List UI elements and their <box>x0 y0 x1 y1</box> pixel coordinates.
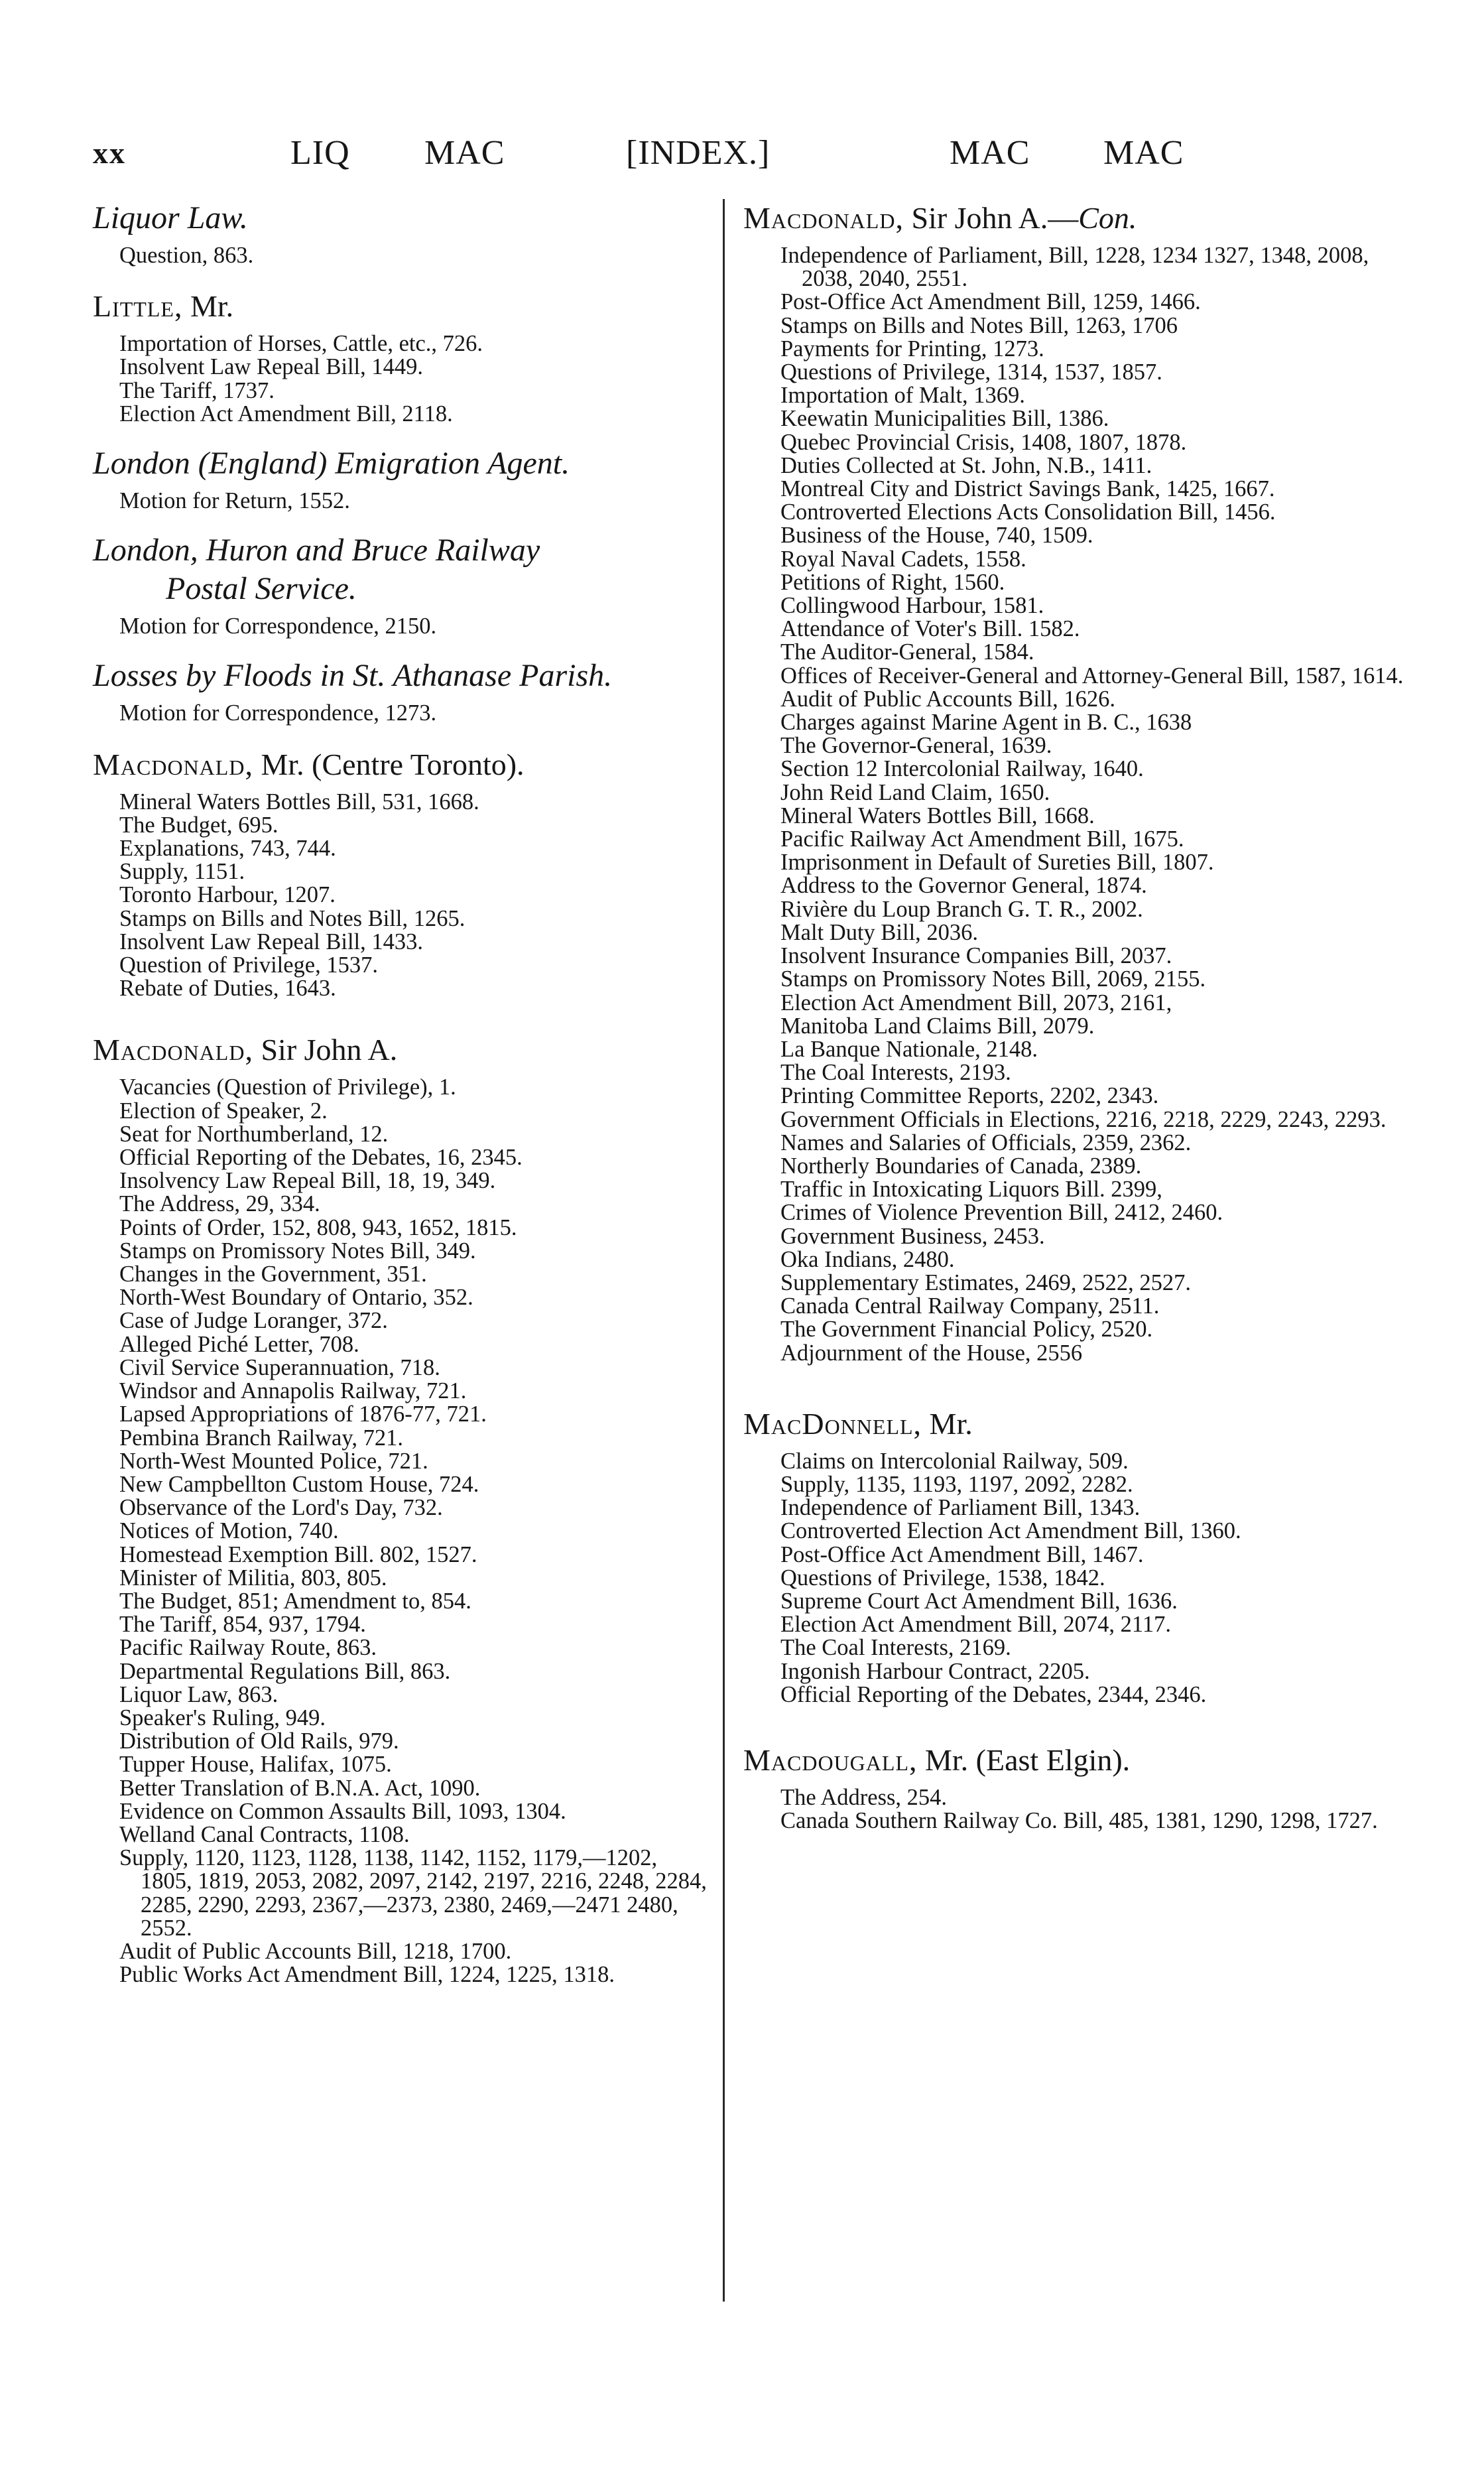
index-entry-group <box>93 657 710 725</box>
index-entry: Toronto Harbour, 1207. <box>119 882 336 908</box>
index-entry: The Tariff, 1737. <box>119 377 275 403</box>
heading-surname: Macdougall, <box>743 1742 918 1777</box>
index-entry: The Government Financial Policy, 2520. <box>780 1317 1153 1342</box>
running-header <box>0 130 1484 183</box>
index-entry: Royal Naval Cadets, 1558. <box>780 546 1026 572</box>
index-entry: Business of the House, 740, 1509. <box>780 523 1093 549</box>
index-entry: Malt Duty Bill, 2036. <box>780 919 979 945</box>
index-entry: Departmental Regulations Bill, 863. <box>119 1658 451 1684</box>
index-entry: Pembina Branch Railway, 721. <box>119 1425 403 1451</box>
index-entry: Address to the Governor General, 1874. <box>780 873 1147 899</box>
index-entry-group <box>93 444 710 513</box>
index-entry: Independence of Parliament Bill, 1343. <box>780 1495 1141 1521</box>
index-entry: Controverted Election Act Amendment Bill, 1360. <box>780 1518 1241 1544</box>
index-entry: Names and Salaries of Officials, 2359, 2362. <box>780 1130 1192 1155</box>
index-heading <box>743 1405 1413 1443</box>
heading-text: Losses by Floods in St. Athanase Parish. <box>93 658 613 694</box>
heading-surname: Macdonald, <box>93 747 253 781</box>
index-entry-list <box>93 702 710 725</box>
index-entry: Public Works Act Amendment Bill, 1224, 1225, 1318. <box>119 1962 615 1988</box>
heading-surname: Macdonald, <box>93 1033 253 1067</box>
index-entry: The Address, 254. <box>780 1784 948 1810</box>
index-entry: Motion for Return, 1552. <box>119 488 350 514</box>
index-heading <box>93 1031 710 1069</box>
index-entry: Distribution of Old Rails, 979. <box>119 1728 399 1754</box>
header-range-start-end: MAC <box>424 134 505 172</box>
index-entry: Notices of Motion, 740. <box>119 1518 339 1544</box>
index-entry: New Campbellton Custom House, 724. <box>119 1471 479 1497</box>
heading-continued-marker: Con. <box>1078 201 1137 235</box>
index-entry: Claims on Intercolonial Railway, 509. <box>780 1448 1129 1474</box>
index-entry: Supplementary Estimates, 2469, 2522, 2527. <box>780 1270 1192 1295</box>
index-entry-list <box>743 1450 1413 1707</box>
page-number: xx <box>93 136 126 170</box>
index-entry-group <box>743 1741 1413 1833</box>
index-entry: Northerly Boundaries of Canada, 2389. <box>780 1153 1142 1179</box>
index-entry: Pacific Railway Route, 863. <box>119 1635 377 1661</box>
index-entry: Seat for Northumberland, 12. <box>119 1121 389 1147</box>
index-entry: Vacancies (Question of Privilege), 1. <box>119 1074 456 1100</box>
index-entry: Official Reporting of the Debates, 2344, 2346. <box>780 1681 1207 1707</box>
index-entry: Election of Speaker, 2. <box>119 1098 328 1124</box>
index-entry: North-West Boundary of Ontario, 352. <box>119 1285 473 1311</box>
index-entry: Importation of Malt, 1369. <box>780 383 1025 409</box>
index-entry: Canada Southern Railway Co. Bill, 485, 1381, 1290, 1298, 1727. <box>780 1808 1378 1834</box>
index-entry: Post-Office Act Amendment Bill, 1259, 1466. <box>780 289 1201 315</box>
index-entry: Welland Canal Contracts, 1108. <box>119 1821 410 1847</box>
index-entry: Pacific Railway Act Amendment Bill, 1675. <box>780 826 1184 852</box>
heading-qualifier: Sir John A.— <box>903 201 1079 235</box>
index-entry: La Banque Nationale, 2148. <box>780 1036 1038 1062</box>
index-entry: Supply, 1120, 1123, 1128, 1138, 1142, 1152, 1179,—1202, 1805, 1819, 2053, 2082, 2097, 2142, 2197, 2216, 2248, 2284, 2285, 2290, 2293, 2367,—2373, 2380, 2469,—2471 2480, 2552. <box>119 1845 707 1941</box>
index-entry: Question of Privilege, 1537. <box>119 952 378 978</box>
index-entry: Alleged Piché Letter, 708. <box>119 1331 359 1357</box>
index-entry-list <box>743 244 1413 1365</box>
index-entry: The Governor-General, 1639. <box>780 733 1052 759</box>
index-entry-list <box>93 244 710 267</box>
index-entry: Election Act Amendment Bill, 2074, 2117. <box>780 1612 1171 1638</box>
index-entry: Printing Committee Reports, 2202, 2343. <box>780 1083 1159 1109</box>
index-entry-list <box>93 332 710 426</box>
index-entry: The Coal Interests, 2169. <box>780 1635 1011 1661</box>
index-entry: Windsor and Annapolis Railway, 721. <box>119 1378 467 1404</box>
index-entry: Insolvent Law Repeal Bill, 1449. <box>119 354 424 380</box>
header-range-end-end: MAC <box>1103 134 1184 172</box>
index-entry-group <box>93 746 710 1001</box>
index-entry: The Budget, 851; Amendment to, 854. <box>119 1588 471 1614</box>
heading-qualifier: Mr. (Centre Toronto). <box>253 747 525 781</box>
index-entry: Audit of Public Accounts Bill, 1626. <box>780 686 1116 712</box>
index-entry: Keewatin Municipalities Bill, 1386. <box>780 406 1109 432</box>
index-entry: Observance of the Lord's Day, 732. <box>119 1495 443 1521</box>
index-entry: Question, 863. <box>119 243 254 268</box>
index-entry: Stamps on Bills and Notes Bill, 1265. <box>119 905 465 931</box>
index-entry: Collingwood Harbour, 1581. <box>780 593 1044 619</box>
index-heading <box>93 444 710 483</box>
index-heading <box>743 199 1413 237</box>
index-heading <box>93 657 710 695</box>
heading-surname: MacDonnell, <box>743 1406 922 1441</box>
index-entry: Charges against Marine Agent in B. C., 1638 <box>780 710 1192 736</box>
index-entry: Changes in the Government, 351. <box>119 1262 427 1287</box>
index-heading <box>93 746 710 784</box>
index-entry: Payments for Printing, 1273. <box>780 336 1044 361</box>
index-entry: Importation of Horses, Cattle, etc., 726. <box>119 331 483 357</box>
index-entry: Stamps on Promissory Notes Bill, 349. <box>119 1238 476 1264</box>
index-entry: Section 12 Intercolonial Railway, 1640. <box>780 756 1144 782</box>
index-entry: Homestead Exemption Bill. 802, 1527. <box>119 1541 477 1567</box>
index-entry: Questions of Privilege, 1314, 1537, 1857. <box>780 359 1162 385</box>
index-entry: Lapsed Appropriations of 1876-77, 721. <box>119 1401 487 1427</box>
index-column-left <box>93 199 710 1986</box>
index-heading <box>93 531 710 608</box>
index-entry: Mineral Waters Bottles Bill, 531, 1668. <box>119 789 479 814</box>
index-entry: Official Reporting of the Debates, 16, 2345. <box>119 1145 523 1171</box>
index-entry: Adjournment of the House, 2556 <box>780 1340 1083 1366</box>
index-entry-list <box>93 489 710 513</box>
index-entry: Independence of Parliament, Bill, 1228, 1234 1327, 1348, 2008, 2038, 2040, 2551. <box>780 243 1369 292</box>
index-entry: The Tariff, 854, 937, 1794. <box>119 1612 366 1638</box>
index-entry: Ingonish Harbour Contract, 2205. <box>780 1658 1090 1684</box>
index-entry: Petitions of Right, 1560. <box>780 569 1005 595</box>
index-entry: Election Act Amendment Bill, 2118. <box>119 401 453 426</box>
index-entry: Traffic in Intoxicating Liquors Bill. 2399, <box>780 1177 1162 1203</box>
heading-continuation: Postal Service. <box>166 571 357 607</box>
index-entry-list <box>93 1076 710 1986</box>
index-entry: North-West Mounted Police, 721. <box>119 1448 428 1474</box>
index-entry: Post-Office Act Amendment Bill, 1467. <box>780 1541 1144 1567</box>
index-entry-group <box>93 287 710 426</box>
index-entry: Duties Collected at St. John, N.B., 1411. <box>780 452 1152 478</box>
index-entry: Stamps on Promissory Notes Bill, 2069, 2155. <box>780 966 1206 992</box>
index-entry-list <box>743 1786 1413 1833</box>
heading-text: London, Huron and Bruce Railway <box>93 533 540 568</box>
header-title: [INDEX.] <box>626 134 771 172</box>
index-entry: Supply, 1135, 1193, 1197, 2092, 2282. <box>780 1471 1133 1497</box>
index-entry: Better Translation of B.N.A. Act, 1090. <box>119 1775 481 1801</box>
index-entry: Insolvent Insurance Companies Bill, 2037. <box>780 943 1172 969</box>
index-entry: Explanations, 743, 744. <box>119 836 336 862</box>
index-entry: Case of Judge Loranger, 372. <box>119 1308 388 1334</box>
index-heading <box>743 1741 1413 1780</box>
index-entry: The Budget, 695. <box>119 812 278 838</box>
heading-surname: Little, <box>93 289 183 324</box>
index-entry: Mineral Waters Bottles Bill, 1668. <box>780 803 1095 828</box>
index-entry: Imprisonment in Default of Sureties Bill, 1807. <box>780 850 1214 876</box>
index-entry: Controverted Elections Acts Consolidation Bill, 1456. <box>780 499 1276 525</box>
index-entry: Points of Order, 152, 808, 943, 1652, 1815. <box>119 1214 517 1240</box>
index-entry: Minister of Militia, 803, 805. <box>119 1565 387 1591</box>
index-entry: Speaker's Ruling, 949. <box>119 1705 326 1730</box>
index-entry-group <box>93 199 710 267</box>
index-entry: Civil Service Superannuation, 718. <box>119 1354 440 1380</box>
index-entry: Insolvent Law Repeal Bill, 1433. <box>119 929 424 954</box>
index-entry: Questions of Privilege, 1538, 1842. <box>780 1565 1105 1591</box>
index-entry: Canada Central Railway Company, 2511. <box>780 1293 1160 1319</box>
heading-qualifier: Mr. <box>182 289 234 324</box>
index-entry: Attendance of Voter's Bill. 1582. <box>780 616 1080 642</box>
heading-surname: Macdonald, <box>743 201 904 235</box>
header-range-start: LIQ <box>290 134 350 172</box>
index-entry: Motion for Correspondence, 2150. <box>119 614 437 639</box>
index-entry-group <box>743 1405 1413 1707</box>
index-entry: Manitoba Land Claims Bill, 2079. <box>780 1013 1095 1039</box>
heading-qualifier: Mr. (East Elgin). <box>917 1742 1131 1777</box>
index-entry: Liquor Law, 863. <box>119 1681 278 1707</box>
index-entry: Government Officials in Elections, 2216, 2218, 2229, 2243, 2293. <box>780 1106 1387 1132</box>
index-entry: Evidence on Common Assaults Bill, 1093, 1304. <box>119 1798 566 1824</box>
index-entry: Supreme Court Act Amendment Bill, 1636. <box>780 1588 1178 1614</box>
header-range-end: MAC <box>950 134 1030 172</box>
index-entry: Audit of Public Accounts Bill, 1218, 1700. <box>119 1938 512 1964</box>
index-entry-group <box>93 1031 710 1986</box>
index-entry: Election Act Amendment Bill, 2073, 2161, <box>780 990 1172 1015</box>
index-entry: Quebec Provincial Crisis, 1408, 1807, 1878. <box>780 429 1187 455</box>
index-entry: Motion for Correspondence, 1273. <box>119 700 437 726</box>
index-entry: Insolvency Law Repeal Bill, 18, 19, 349. <box>119 1168 496 1194</box>
index-entry: Montreal City and District Savings Bank, 1425, 1667. <box>780 476 1275 502</box>
index-entry: Rivière du Loup Branch G. T. R., 2002. <box>780 896 1143 922</box>
index-entry-group <box>93 531 710 638</box>
index-column-right <box>723 199 1413 2302</box>
heading-qualifier: Sir John A. <box>253 1033 398 1067</box>
index-entry: The Coal Interests, 2193. <box>780 1060 1011 1086</box>
index-entry: Supply, 1151. <box>119 859 245 885</box>
index-entry: Tupper House, Halifax, 1075. <box>119 1752 392 1778</box>
index-entry: Government Business, 2453. <box>780 1223 1045 1249</box>
index-entry: Rebate of Duties, 1643. <box>119 976 336 1002</box>
heading-qualifier: Mr. <box>922 1406 973 1441</box>
index-entry: Stamps on Bills and Notes Bill, 1263, 1706 <box>780 312 1178 338</box>
heading-text: Liquor Law. <box>93 200 248 235</box>
index-heading <box>93 199 710 237</box>
index-entry: Oka Indians, 2480. <box>780 1246 955 1272</box>
index-heading <box>93 287 710 326</box>
index-entry-list <box>93 615 710 638</box>
heading-text: London (England) Emigration Agent. <box>93 446 570 482</box>
index-entry: Offices of Receiver-General and Attorney-General Bill, 1587, 1614. <box>780 663 1404 688</box>
index-entry: The Auditor-General, 1584. <box>780 639 1034 665</box>
index-entry: The Address, 29, 334. <box>119 1191 320 1217</box>
index-entry: Crimes of Violence Prevention Bill, 2412, 2460. <box>780 1200 1223 1226</box>
index-entry-list <box>93 791 710 1001</box>
index-entry: John Reid Land Claim, 1650. <box>780 779 1050 805</box>
index-entry-group <box>743 199 1413 1365</box>
